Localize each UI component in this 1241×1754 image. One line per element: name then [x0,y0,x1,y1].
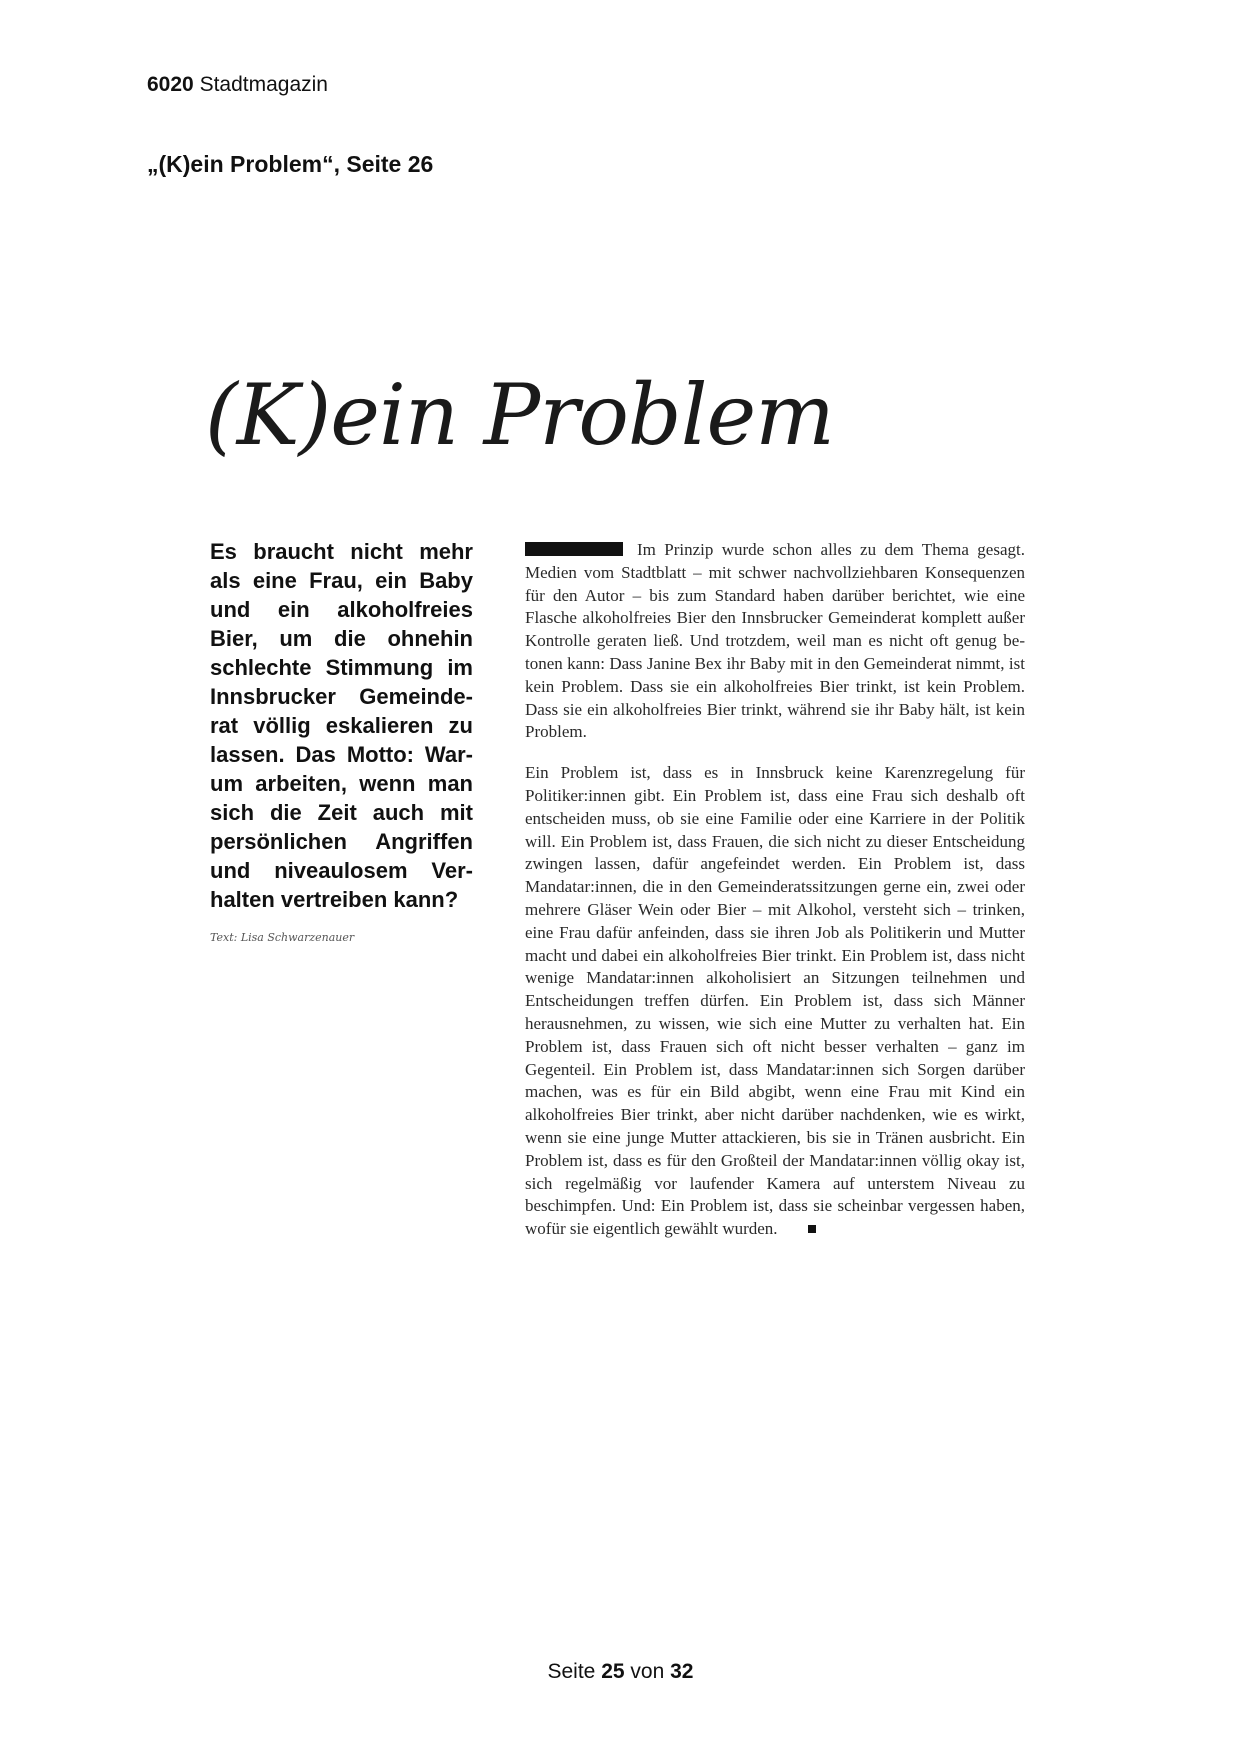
body-paragraph-1 [525,539,1025,744]
total-pages-number: 32 [670,1660,694,1683]
issue-number: 6020 [147,73,194,96]
page-footer [0,1659,1241,1685]
footer-of-word: von [630,1660,665,1683]
body-paragraph-2 [525,762,1025,1241]
footer-page-word: Seite [547,1660,596,1683]
publication-line [147,72,328,98]
article-title: (K)ein Problem [205,366,834,464]
paragraph-2-text: Ein Problem ist, dass es in Innsbruck keine Karenzregelung für Politiker:innen gibt. Ein Problem ist, dass eine Frau sich deshalb oft entscheiden muss, ob sie eine Familie oder eine Karriere in der Politik will. Ein Problem ist, dass Frauen, die sich nicht zu dieser Entscheidung zwingen lassen, dafür angefeindet werden. Ein Problem ist, dass Mandatar:innen, die in den Gemeinderatssitzungen gerne ein, zwei oder mehrere Gläser Wein oder Bier – mit Alkohol, versteht sich – trinken, eine Frau dafür anfeinden, dass sie ihren Job als Politikerin und Mutter macht und dabei ein alkoholfreies Bier trinkt. Ein Problem ist, dass nicht wenige Mandatar:innen alkoholisiert an Sitzungen teilnehmen und Entscheidungen treffen dürfen. Ein Problem ist, dass sich Männer herausnehmen, zu wissen, wie sich eine Mutter zu verhalten hat. Ein Problem ist, dass Frauen sich oft nicht besser verhalten – ganz im Gegenteil. Ein Problem ist, dass Mandatar:innen sich Sorgen darüber machen, was es für ein Bild abgibt, wenn eine Frau mit Kind ein alkoholfreies Bier trinkt, aber nicht darüber nachdenken, wie es wirkt, wenn sie eine junge Mutter attackieren, bis sie in Tränen ausbricht. Ein Problem ist, dass es für den Großteil der Mandatar:innen völlig okay ist, sich regelmäßig vor laufender Kamera auf unterstem Niveau zu beschimpfen. Und: Ein Problem ist, dass sie scheinbar vergessen haben, wofür sie eigentlich gewählt wurden. [525,763,1025,1239]
intro-bar-marker [525,542,623,556]
paragraph-1-text: Im Prinzip wurde schon alles zu dem Thema gesagt. Medien vom Stadtblatt – mit schwer nachvollziehbaren Konsequenzen für den Autor – bis zum Standard haben darüber berichtet, wie eine Flasche alkoholfreies Bier den Innsbrucker Gemeinderat komplett außer Kontrolle geraten ließ. Und trotzdem, weil man es nicht oft genug betonen kann: Dass Janine Bex ihr Baby mit in den Gemeinderat nimmt, ist kein Problem. Dass sie ein alkoholfreies Bier trinkt, ist kein Problem. Dass sie ein alkoholfreies Bier trinkt, während sie ihr Baby hält, ist kein Problem. [525,540,1025,742]
publication-name: Stadtmagazin [199,73,328,96]
end-mark-icon [808,1225,816,1233]
article-reference: „(K)ein Problem“, Seite 26 [147,151,434,177]
article-lead: Es braucht nicht mehr als eine Frau, ein Baby und ein alkoholfreies Bier, um die ohnehin schlechte Stimmung im Innsbrucker Gemeinderat völlig eskalieren zu lassen. Das Motto: Warum arbeiten, wenn man sich die Zeit auch mit persönlichen Angriffen und niveaulosem Verhalten vertreiben kann? [210,539,473,912]
article-clipping [205,365,1025,1385]
article-body [525,539,1025,1241]
author-credit: Text: Lisa Schwarzenauer [210,931,355,944]
current-page-number: 25 [601,1660,625,1683]
